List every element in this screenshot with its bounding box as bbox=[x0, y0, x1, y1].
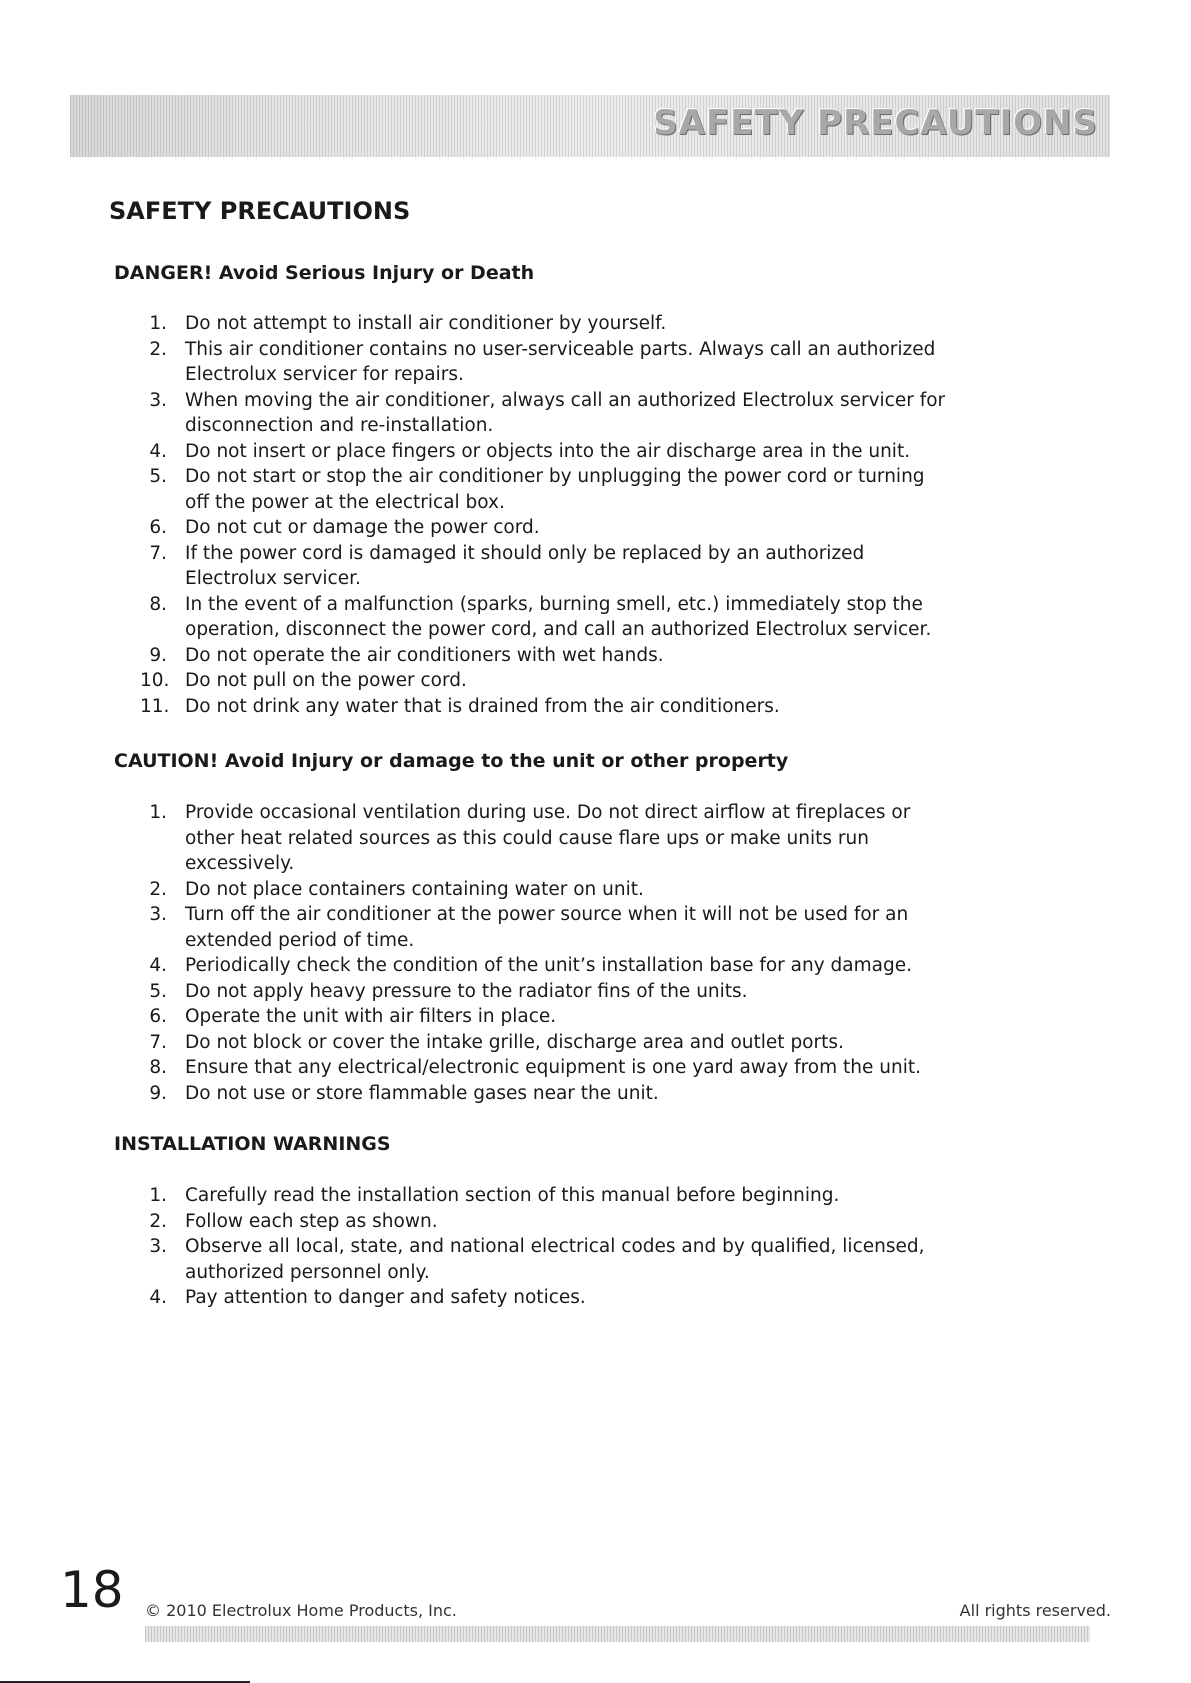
list-item-text: When moving the air conditioner, always call an authorized Electrolux servicer for bbox=[185, 389, 946, 411]
list-item-text: Do not drink any water that is drained from the air conditioners. bbox=[185, 695, 780, 717]
danger-heading: DANGER! Avoid Serious Injury or Death bbox=[114, 262, 535, 284]
list-item-number: 7. bbox=[149, 542, 167, 564]
page-number: 18 bbox=[60, 1561, 124, 1619]
list-item-text: Do not apply heavy pressure to the radiator fins of the units. bbox=[185, 980, 748, 1002]
list-item-number: 3. bbox=[149, 1236, 167, 1257]
page-title: SAFETY PRECAUTIONS bbox=[109, 197, 411, 225]
list-item-text: Do not cut or damage the power cord. bbox=[185, 517, 540, 538]
list-item bbox=[140, 311, 1000, 337]
list-item-number: 1. bbox=[149, 313, 167, 334]
danger-list bbox=[140, 311, 1000, 719]
installation-warnings-list bbox=[140, 1183, 1000, 1311]
copyright-text: © 2010 Electrolux Home Products, Inc. bbox=[145, 1601, 457, 1620]
list-item-text: Observe all local, state, and national electrical codes and by qualified, licensed, bbox=[185, 1236, 925, 1257]
list-item-number: 8. bbox=[149, 1057, 167, 1078]
list-item-number: 2. bbox=[149, 338, 167, 360]
list-item-number: 6. bbox=[149, 517, 167, 538]
list-item-text: Do not start or stop the air conditioner by unplugging the power cord or turning bbox=[185, 466, 925, 487]
footer-bar bbox=[145, 1626, 1090, 1642]
list-item bbox=[140, 464, 1000, 515]
list-item-text: Do not block or cover the intake grille, discharge area and outlet ports. bbox=[185, 1031, 844, 1053]
list-item-text: Carefully read the installation section of this manual before beginning. bbox=[185, 1185, 840, 1206]
list-item-text: Follow each step as shown. bbox=[185, 1210, 438, 1232]
list-item bbox=[140, 1209, 1000, 1235]
list-item bbox=[140, 1055, 1000, 1081]
list-item-text: Do not operate the air conditioners with wet hands. bbox=[185, 644, 664, 666]
list-item-text: Electrolux servicer. bbox=[185, 568, 361, 589]
list-item-number: 2. bbox=[149, 878, 167, 900]
list-item-text: This air conditioner contains no user-serviceable parts. Always call an authorized bbox=[185, 338, 936, 360]
list-item bbox=[140, 337, 1000, 388]
list-item bbox=[140, 1183, 1000, 1209]
list-item-text: Ensure that any electrical/electronic equipment is one yard away from the unit. bbox=[185, 1057, 921, 1078]
list-item bbox=[140, 668, 1000, 694]
list-item-number: 9. bbox=[149, 644, 167, 666]
list-item bbox=[140, 541, 1000, 592]
list-item bbox=[140, 1004, 1000, 1030]
list-item-number: 7. bbox=[149, 1031, 167, 1053]
list-item bbox=[140, 800, 1000, 877]
header-banner bbox=[70, 95, 1110, 157]
list-item bbox=[140, 979, 1000, 1005]
list-item-text: authorized personnel only. bbox=[185, 1261, 430, 1283]
list-item-number: 8. bbox=[149, 593, 167, 615]
installation-warnings-heading: INSTALLATION WARNINGS bbox=[114, 1133, 391, 1155]
list-item-number: 10. bbox=[140, 670, 170, 691]
banner-title: SAFETY PRECAUTIONS bbox=[653, 103, 1098, 143]
list-item bbox=[140, 902, 1000, 953]
list-item-text: Electrolux servicer for repairs. bbox=[185, 364, 464, 385]
caution-heading: CAUTION! Avoid Injury or damage to the unit or other property bbox=[114, 750, 789, 772]
list-item-text: Do not pull on the power cord. bbox=[185, 670, 467, 691]
list-item-number: 1. bbox=[149, 1185, 167, 1206]
list-item-number: 1. bbox=[149, 802, 167, 823]
list-item bbox=[140, 592, 1000, 643]
list-item-text: Pay attention to danger and safety notices. bbox=[185, 1287, 586, 1308]
list-item bbox=[140, 439, 1000, 465]
list-item bbox=[140, 643, 1000, 669]
list-item bbox=[140, 1285, 1000, 1311]
list-item bbox=[140, 1081, 1000, 1107]
list-item-number: 2. bbox=[149, 1210, 167, 1232]
list-item bbox=[140, 877, 1000, 903]
list-item-text: Do not insert or place fingers or objects into the air discharge area in the unit. bbox=[185, 440, 911, 462]
list-item-text: Operate the unit with air filters in place. bbox=[185, 1006, 557, 1027]
list-item-text: Provide occasional ventilation during use. Do not direct airflow at fireplaces or bbox=[185, 802, 911, 823]
list-item-text: If the power cord is damaged it should only be replaced by an authorized bbox=[185, 542, 865, 564]
list-item-number: 4. bbox=[149, 955, 167, 976]
list-item-number: 4. bbox=[149, 1287, 167, 1308]
list-item-text: In the event of a malfunction (sparks, burning smell, etc.) immediately stop the bbox=[185, 593, 923, 615]
rights-text: All rights reserved. bbox=[959, 1601, 1111, 1620]
list-item-number: 6. bbox=[149, 1006, 167, 1027]
list-item-text: Turn off the air conditioner at the power source when it will not be used for an bbox=[185, 904, 909, 925]
list-item bbox=[140, 1234, 1000, 1285]
list-item bbox=[140, 1030, 1000, 1056]
list-item-number: 5. bbox=[149, 466, 167, 487]
list-item bbox=[140, 694, 1000, 720]
caution-list bbox=[140, 800, 1000, 1106]
list-item-text: operation, disconnect the power cord, and call an authorized Electrolux servicer. bbox=[185, 619, 932, 640]
list-item-number: 9. bbox=[149, 1082, 167, 1104]
list-item-number: 5. bbox=[149, 980, 167, 1002]
list-item-text: Periodically check the condition of the unit’s installation base for any damage. bbox=[185, 955, 913, 976]
list-item-text: other heat related sources as this could cause flare ups or make units run bbox=[185, 827, 869, 849]
list-item-text: Do not place containers containing water on unit. bbox=[185, 878, 644, 900]
list-item bbox=[140, 953, 1000, 979]
list-item-number: 3. bbox=[149, 389, 167, 411]
list-item-text: Do not attempt to install air conditioner by yourself. bbox=[185, 313, 667, 334]
list-item-text: excessively. bbox=[185, 853, 295, 874]
list-item-number: 11. bbox=[140, 695, 170, 717]
list-item bbox=[140, 515, 1000, 541]
list-item-number: 4. bbox=[149, 440, 167, 462]
list-item-number: 3. bbox=[149, 904, 167, 925]
list-item-text: off the power at the electrical box. bbox=[185, 491, 505, 513]
list-item-text: Do not use or store flammable gases near the unit. bbox=[185, 1082, 659, 1104]
list-item bbox=[140, 388, 1000, 439]
list-item-text: extended period of time. bbox=[185, 929, 415, 951]
list-item-text: disconnection and re-installation. bbox=[185, 415, 494, 436]
